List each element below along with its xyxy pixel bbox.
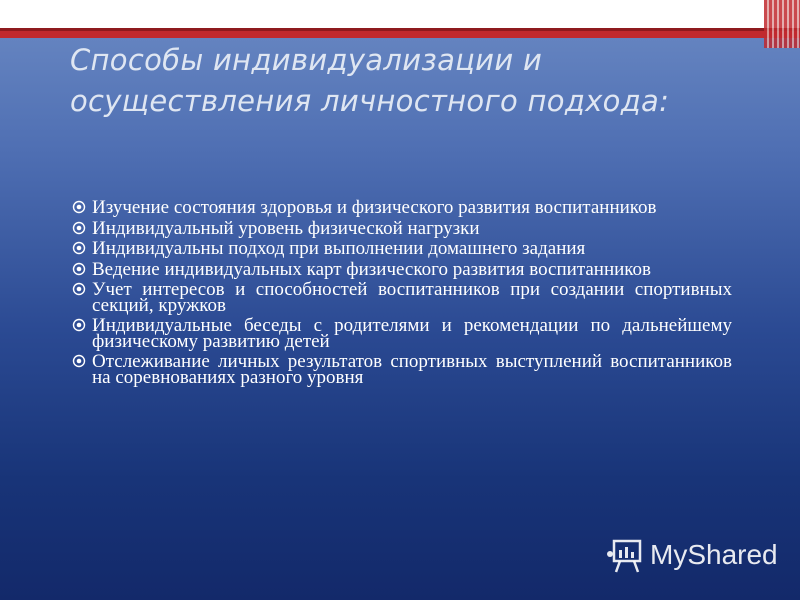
circled-dot-icon bbox=[72, 354, 86, 368]
bullet-text: Отслеживание личных результатов спортивных выступлений воспитанников на соревнованиях разного уровня bbox=[92, 351, 732, 388]
list-item bbox=[72, 258, 732, 280]
list-item bbox=[72, 197, 732, 218]
slide-title: Способы индивидуализации и осуществления личностного подхода: bbox=[70, 43, 670, 118]
bullet-text: Индивидуальны подход при выполнении домашнего задания bbox=[92, 238, 586, 259]
bullet-list bbox=[72, 197, 732, 390]
circled-dot-icon bbox=[72, 262, 86, 276]
circled-dot-icon bbox=[72, 221, 86, 235]
striped-corner-decoration bbox=[764, 0, 800, 48]
bullet-text: Изучение состояния здоровья и физического развития воспитанников bbox=[92, 197, 657, 218]
circled-dot-icon bbox=[72, 241, 86, 255]
list-item bbox=[72, 315, 732, 352]
circled-dot-icon bbox=[72, 282, 86, 296]
list-item bbox=[72, 279, 732, 316]
list-item bbox=[72, 217, 732, 239]
presentation-board-icon bbox=[606, 538, 646, 574]
circled-dot-icon bbox=[72, 200, 86, 214]
top-white-band bbox=[0, 0, 800, 28]
list-item bbox=[72, 238, 732, 259]
circled-dot-icon bbox=[72, 318, 86, 332]
bullet-text: Индивидуальный уровень физической нагрузки bbox=[92, 217, 480, 239]
watermark-text: MyShared bbox=[650, 539, 778, 570]
bullet-text: Учет интересов и способностей воспитанников при создании спортивных секций, кружков bbox=[92, 279, 732, 316]
bullet-text: Ведение индивидуальных карт физического развития воспитанников bbox=[92, 258, 652, 280]
dark-red-line bbox=[0, 28, 800, 31]
bullet-text: Индивидуальные беседы с родителями и рекомендации по дальнейшему физическому развитию детей bbox=[92, 315, 732, 352]
myshared-watermark bbox=[606, 536, 786, 576]
list-item bbox=[72, 351, 732, 388]
